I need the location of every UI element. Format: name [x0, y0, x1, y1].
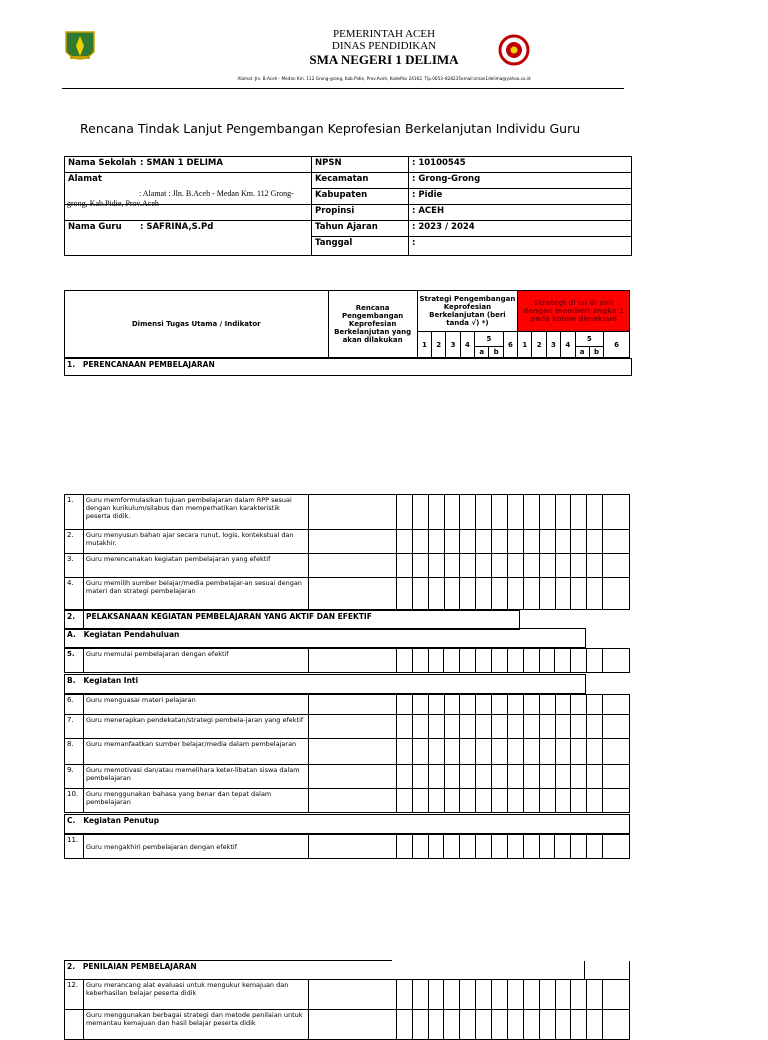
table-row: 11. Guru mengakhiri pembelajaran dengan efektif: [65, 835, 630, 859]
table-row: 12. Guru merancang alat evaluasi untuk mengukur kemajuan dan keberhasilan belajar peserta didik: [65, 980, 630, 1010]
items-table-2: [64, 648, 630, 673]
items-table-3: [64, 694, 630, 813]
assessment-header-table: [64, 290, 630, 358]
table-row: 9. Guru memotivasi dan/atau memelihara keter-libatan siswa dalam pembelajaran: [65, 765, 630, 789]
kabupaten-value: : Pidie: [409, 189, 632, 205]
section-c-label: C. Kegiatan Penutup: [65, 815, 630, 834]
table-row: 10. Guru menggunakan bahasa yang benar dan tepat dalam pembelajaran: [65, 789, 630, 813]
section-2-label: PELAKSANAAN KEGIATAN PEMBELAJARAN YANG AKTIF DAN EFEKTIF: [84, 611, 520, 630]
header-dimensi: Dimensi Tugas Utama / Indikator: [65, 291, 329, 358]
col-4: 4: [460, 332, 474, 358]
items-table-5: [64, 979, 630, 1040]
col-5-red: 5: [575, 332, 604, 347]
tanggal-value: :: [409, 237, 632, 256]
address-value: : Alamat : Jln. B.Aceh - Medan Km. 112 Grong-grong, Kab.Pidie, Prov.Aceh: [67, 189, 294, 208]
col-5: 5: [475, 332, 504, 347]
items-table-4: [64, 834, 630, 859]
letterhead-department: DINAS PENDIDIKAN: [331, 40, 437, 52]
npsn-label: NPSN: [312, 157, 409, 173]
table-row: 8. Guru memanfaatkan sumber belajar/media dalam pembelajaran: [65, 739, 630, 765]
col-6-red: 6: [604, 332, 630, 358]
col-2: 2: [432, 332, 446, 358]
col-5b-red: b: [589, 347, 603, 358]
letterhead-school-name: SMA NEGERI 1 DELIMA: [309, 52, 459, 67]
header-rencana: Rencana Pengembangan Keprofesian Berkelanjutan yang akan dilakukan: [328, 291, 417, 358]
letterhead-address: Alamat :Jln. B.Aceh - Medan Km. 112 Grong-grong, Kab.Pidie, Prov.Aceh, KodePos 24162, Tlp.0653–828235email:sman1delima@yahoo.co.id: [237, 76, 531, 81]
propinsi-label: Propinsi: [312, 205, 409, 221]
kabupaten-label: Kabupaten: [312, 189, 409, 205]
col-1-red: 1: [518, 332, 532, 358]
letterhead-divider: [62, 88, 624, 89]
header-strategi: Strategi Pengembangan Keprofesian Berkelanjutan (beri tanda √) *): [417, 291, 517, 332]
npsn-value: : 10100545: [409, 157, 632, 173]
table-row: Guru menggunakan berbagai strategi dan metode penilaian untuk memantau kemajuan dan hasil belajar peserta didik: [65, 1010, 630, 1040]
propinsi-value: : ACEH: [409, 205, 632, 221]
letterhead-government: PEMERINTAH ACEH: [332, 28, 436, 40]
table-row: 4. Guru memilih sumber belajar/media pembelajar-an sesuai dengan materi dan strategi pembelajaran: [65, 578, 630, 610]
section-1-label: 1. PERENCANAAN PEMBELAJARAN: [65, 359, 632, 376]
document-title: Rencana Tindak Lanjut Pengembangan Keprofesian Berkelanjutan Individu Guru: [80, 121, 581, 136]
tanggal-label: Tanggal: [312, 237, 409, 256]
col-6: 6: [503, 332, 517, 358]
tahun-label: Tahun Ajaran: [312, 221, 409, 237]
section-3-label: 2. PENILAIAN PEMBELAJARAN: [65, 961, 585, 980]
kecamatan-value: : Grong-Grong: [409, 173, 632, 189]
table-row: 2. Guru menyusun bahan ajar secara runut, logis, kontekstual dan mutakhir.: [65, 530, 630, 554]
table-row: 5. Guru memulai pembelajaran dengan efektif: [65, 649, 630, 673]
kecamatan-label: Kecamatan: [312, 173, 409, 189]
section-a-row: [64, 628, 586, 648]
section-a-label: A. Kegiatan Pendahuluan: [65, 629, 586, 648]
header-strategi-red: Strategi di isi di sini dengan memberi angka 1 pada kolom dimaksud: [518, 291, 630, 332]
col-4-red: 4: [561, 332, 575, 358]
col-5b: b: [489, 347, 503, 358]
col-2-red: 2: [532, 332, 546, 358]
table-row: 6. Guru menguasai materi pelajaran: [65, 695, 630, 715]
col-3: 3: [446, 332, 460, 358]
col-5a-red: a: [575, 347, 589, 358]
section-c-row: [64, 814, 630, 834]
section-2-row: [64, 610, 520, 630]
section-2-num: 2.: [65, 611, 84, 630]
table-row: 1. Guru memformulasikan tujuan pembelajaran dalam RPP sesuai dengan kurikulum/silabus dan memperhatikan karakteristik peserta didik.: [65, 495, 630, 530]
col-5a: a: [475, 347, 489, 358]
col-3-red: 3: [546, 332, 560, 358]
section-b-row: [64, 674, 586, 694]
table-row: 7. Guru menerapkan pendekatan/strategi pembela-jaran yang efektif: [65, 715, 630, 739]
items-table-1: [64, 494, 630, 610]
school-name-cell: Nama Sekolah : SMAN 1 DELIMA: [65, 157, 312, 173]
table-row: 3. Guru merencanakan kegiatan pembelajaran yang efektif: [65, 554, 630, 578]
section-1-row: [64, 358, 632, 376]
section-3-row: [64, 961, 630, 980]
address-cell: Alamat: [65, 173, 312, 205]
teacher-name-cell: Nama Guru : SAFRINA,S.Pd: [65, 221, 312, 256]
tahun-value: : 2023 / 2024: [409, 221, 632, 237]
col-1: 1: [417, 332, 431, 358]
section-b-label: B. Kegiatan Inti: [65, 675, 586, 694]
